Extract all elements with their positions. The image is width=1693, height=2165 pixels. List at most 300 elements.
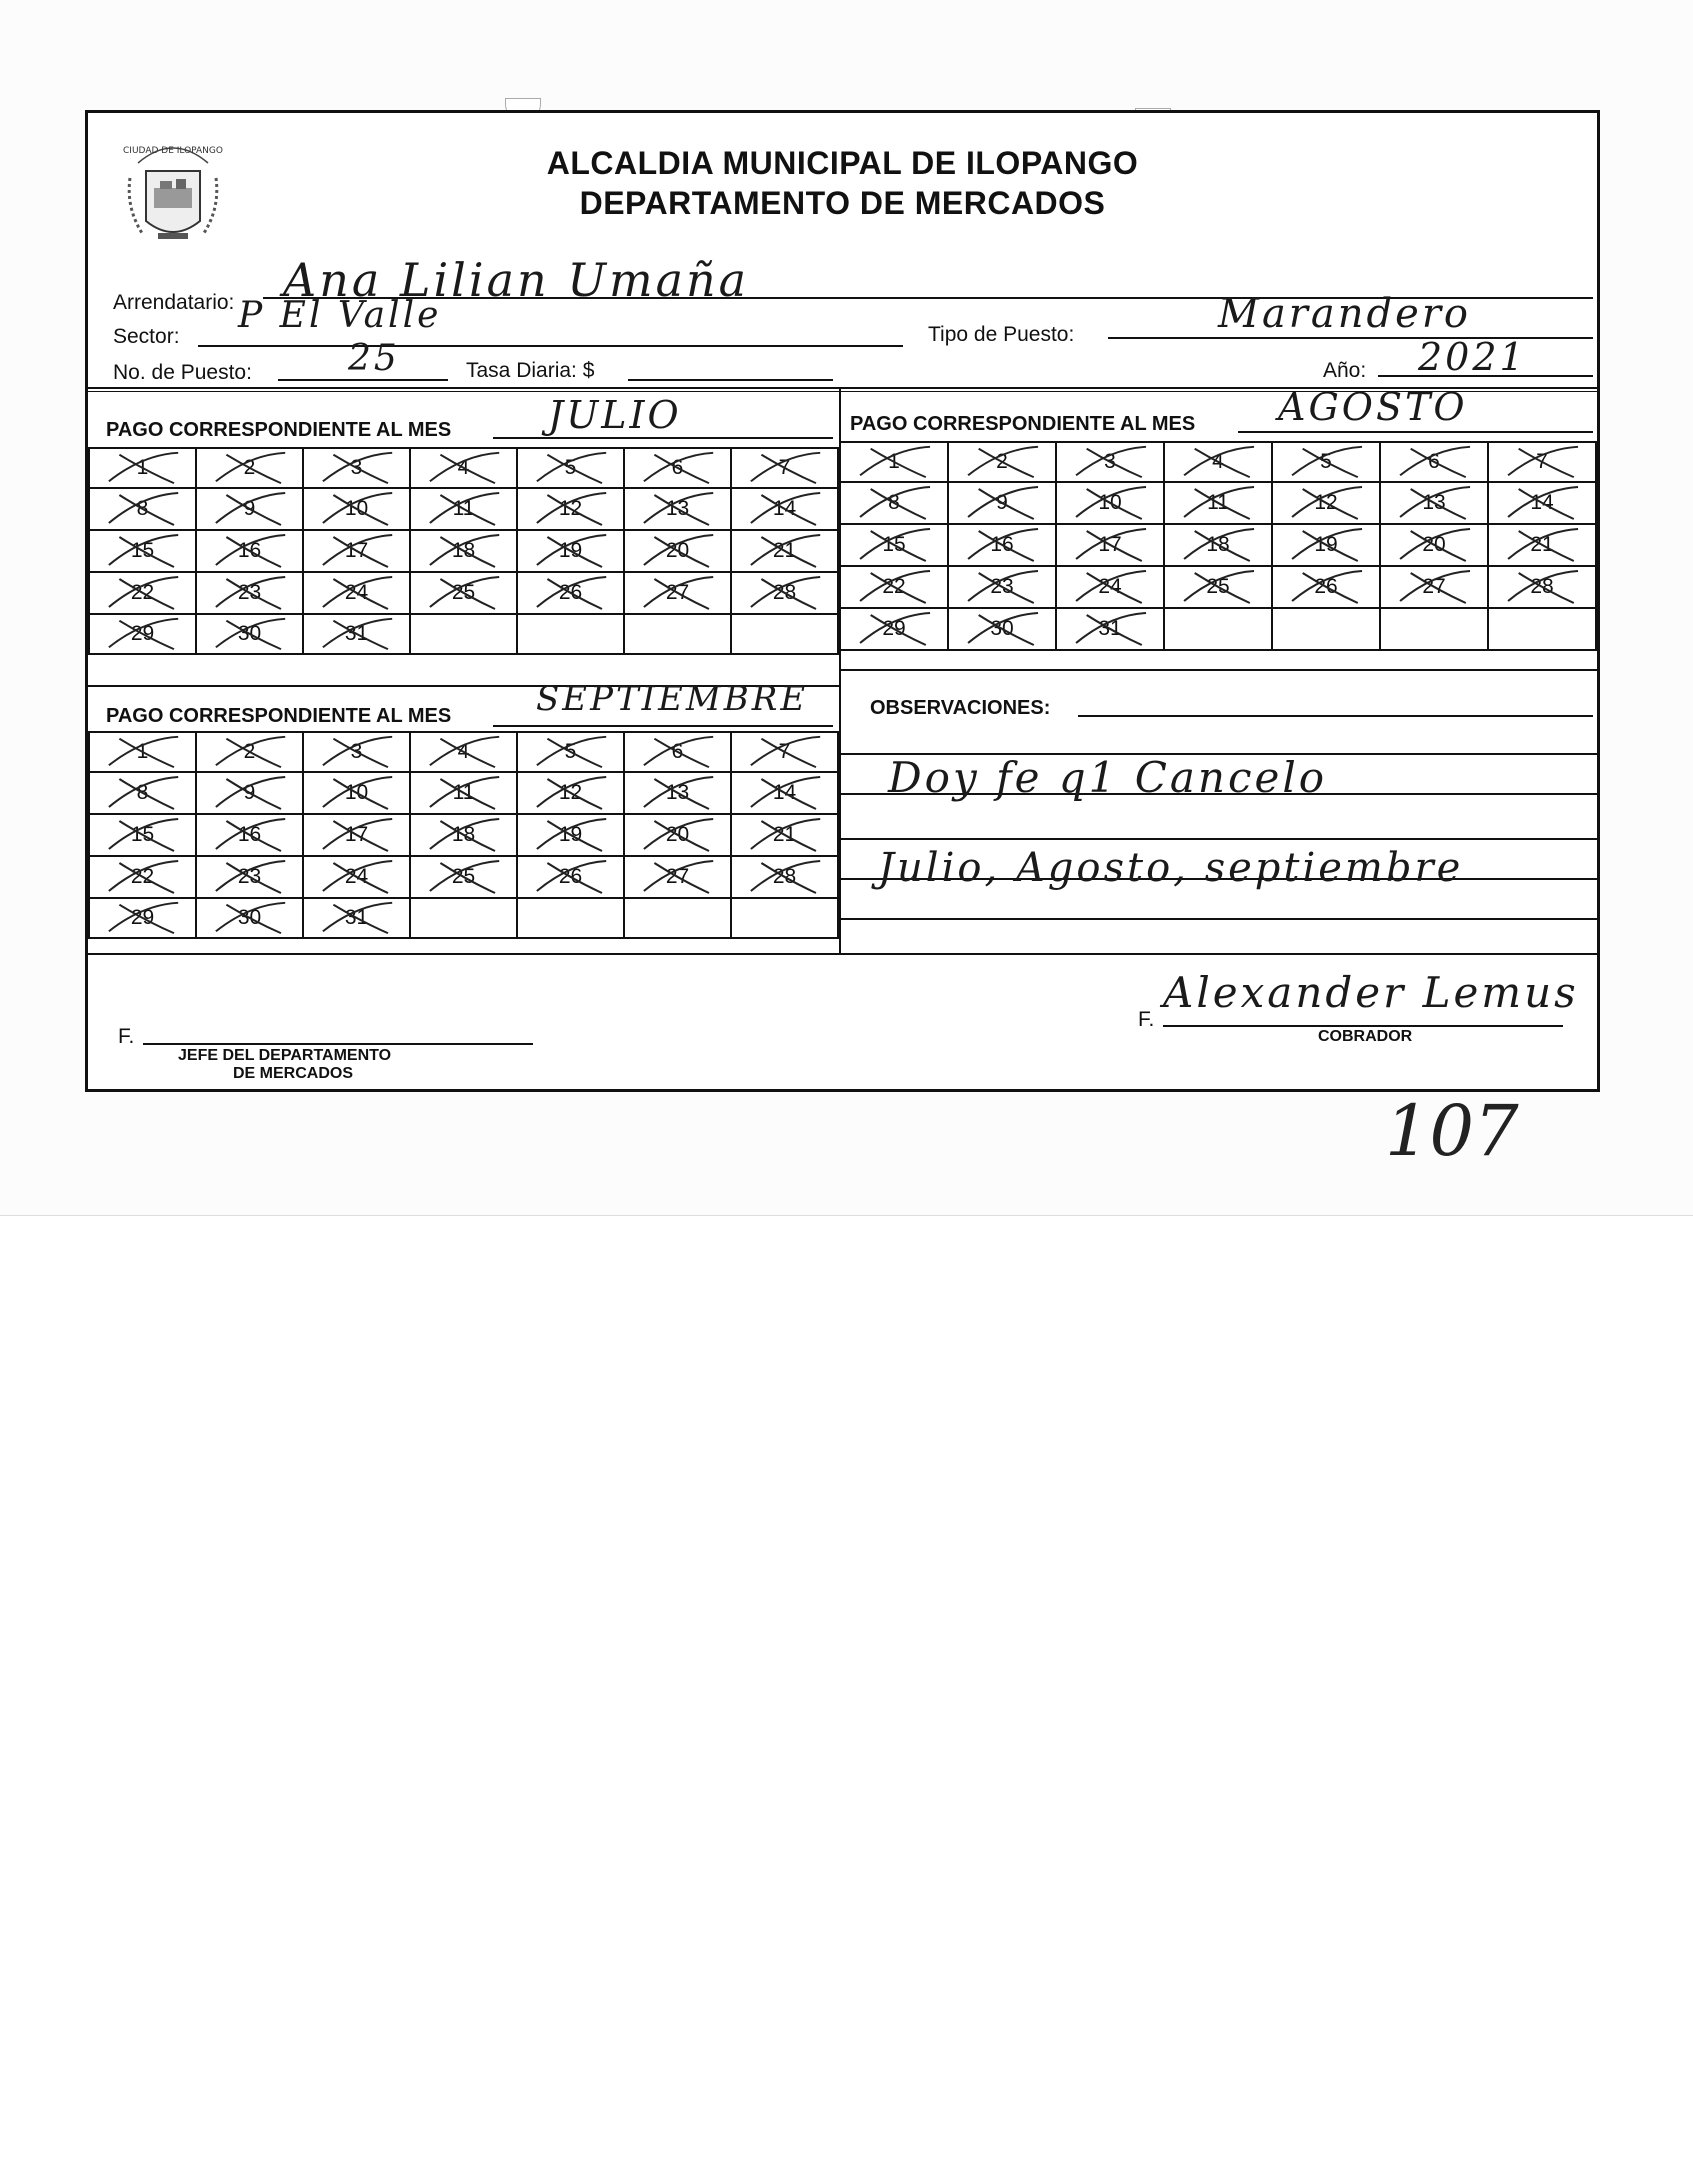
paid-cross-mark-icon xyxy=(1381,483,1487,523)
paid-cross-mark-icon xyxy=(304,449,409,487)
paid-cross-mark-icon xyxy=(304,573,409,613)
paid-cross-mark-icon xyxy=(197,857,302,897)
days-row xyxy=(89,488,838,530)
day-cell xyxy=(1272,442,1380,482)
paid-cross-mark-icon xyxy=(90,573,195,613)
paid-cross-mark-icon xyxy=(949,483,1055,523)
day-number: 3 xyxy=(1104,450,1116,473)
day-number: 27 xyxy=(1422,575,1446,598)
day-number: 18 xyxy=(451,539,476,562)
day-number: 3 xyxy=(350,740,363,763)
paid-cross-mark-icon xyxy=(1489,567,1595,607)
day-number: 30 xyxy=(237,906,262,929)
paid-cross-mark-icon xyxy=(1381,443,1487,481)
sector-value: P El Valle xyxy=(238,295,442,336)
paid-cross-mark-icon xyxy=(518,857,623,897)
signature-divider xyxy=(88,953,1597,955)
day-number: 29 xyxy=(882,617,906,640)
paid-cross-mark-icon xyxy=(197,615,302,653)
day-number: 12 xyxy=(1314,491,1338,514)
day-number: 22 xyxy=(882,575,906,598)
paid-cross-mark-icon xyxy=(1273,567,1379,607)
day-cell xyxy=(1380,524,1488,566)
day-cell xyxy=(410,572,517,614)
days-row xyxy=(840,442,1596,482)
day-number: 19 xyxy=(1314,533,1338,556)
day-number: 15 xyxy=(130,823,155,846)
payment-card xyxy=(85,110,1600,1092)
paid-cross-mark-icon xyxy=(1273,525,1379,565)
days-row xyxy=(840,524,1596,566)
day-cell xyxy=(624,772,731,814)
day-number: 28 xyxy=(772,581,797,604)
day-number: 23 xyxy=(990,575,1014,598)
paid-cross-mark-icon xyxy=(1165,525,1271,565)
day-number: 25 xyxy=(451,581,476,604)
day-cell xyxy=(89,732,196,772)
day-number: 26 xyxy=(558,865,583,888)
day-number: 30 xyxy=(237,622,262,645)
paid-cross-mark-icon xyxy=(625,573,730,613)
page-number: 107 xyxy=(1385,1090,1519,1172)
paid-cross-mark-icon xyxy=(411,733,516,771)
day-number: 25 xyxy=(451,865,476,888)
day-cell xyxy=(517,572,624,614)
paid-cross-mark-icon xyxy=(304,773,409,813)
paid-cross-mark-icon xyxy=(949,567,1055,607)
day-cell xyxy=(410,856,517,898)
day-number: 9 xyxy=(996,491,1008,514)
paid-cross-mark-icon xyxy=(732,857,837,897)
day-cell xyxy=(1056,524,1164,566)
paid-cross-mark-icon xyxy=(304,531,409,571)
paid-cross-mark-icon xyxy=(732,489,837,529)
day-number: 13 xyxy=(1422,491,1446,514)
days-grid-julio xyxy=(88,447,839,655)
paid-cross-mark-icon xyxy=(732,449,837,487)
paid-cross-mark-icon xyxy=(625,857,730,897)
observaciones-label: OBSERVACIONES: xyxy=(870,697,1051,719)
cobrador-title: COBRADOR xyxy=(1318,1028,1413,1045)
cobrador-signature-line xyxy=(1163,1025,1563,1027)
day-number: 16 xyxy=(990,533,1014,556)
day-cell xyxy=(1056,442,1164,482)
tasa-diaria-line xyxy=(628,379,833,381)
month-label-julio: PAGO CORRESPONDIENTE AL MES xyxy=(106,419,452,441)
paid-cross-mark-icon xyxy=(197,531,302,571)
day-number: 4 xyxy=(457,456,470,479)
month-value-agosto: AGOSTO xyxy=(1278,385,1468,429)
paid-cross-mark-icon xyxy=(949,525,1055,565)
day-number: 3 xyxy=(350,456,363,479)
paid-cross-mark-icon xyxy=(732,815,837,855)
day-number: 17 xyxy=(344,823,369,846)
day-number: 29 xyxy=(130,622,155,645)
puesto-value: 25 xyxy=(348,338,400,379)
day-cell xyxy=(196,856,303,898)
day-number: 1 xyxy=(888,450,900,473)
day-number: 1 xyxy=(136,456,149,479)
observaciones-text-1: Doy fe q1 Cancelo xyxy=(888,753,1328,802)
month-value-septiembre: SEPTIEMBRE xyxy=(536,679,809,719)
day-cell xyxy=(1272,566,1380,608)
paid-cross-mark-icon xyxy=(1489,443,1595,481)
day-cell xyxy=(303,814,410,856)
empty-day-cell xyxy=(410,614,517,654)
day-cell xyxy=(303,572,410,614)
day-number: 22 xyxy=(130,865,155,888)
day-cell xyxy=(89,814,196,856)
day-number: 12 xyxy=(558,497,583,520)
paid-cross-mark-icon xyxy=(625,733,730,771)
day-number: 11 xyxy=(452,497,475,520)
paid-cross-mark-icon xyxy=(411,489,516,529)
paid-cross-mark-icon xyxy=(625,489,730,529)
day-number: 8 xyxy=(888,491,900,514)
jefe-title-2: DE MERCADOS xyxy=(233,1065,354,1082)
paid-cross-mark-icon xyxy=(90,733,195,771)
day-number: 20 xyxy=(665,823,690,846)
paid-cross-mark-icon xyxy=(411,531,516,571)
day-cell xyxy=(517,772,624,814)
day-cell xyxy=(517,488,624,530)
day-cell xyxy=(196,614,303,654)
day-cell xyxy=(1380,566,1488,608)
month-divider-right xyxy=(839,669,1597,671)
paid-cross-mark-icon xyxy=(411,857,516,897)
day-cell xyxy=(89,488,196,530)
day-cell xyxy=(624,732,731,772)
day-number: 14 xyxy=(772,781,797,804)
day-cell xyxy=(624,814,731,856)
paid-cross-mark-icon xyxy=(625,449,730,487)
paid-cross-mark-icon xyxy=(518,489,623,529)
sector-label: Sector: xyxy=(113,325,180,348)
day-number: 30 xyxy=(990,617,1014,640)
day-cell xyxy=(89,614,196,654)
paid-cross-mark-icon xyxy=(732,773,837,813)
paid-cross-mark-icon xyxy=(304,489,409,529)
day-number: 6 xyxy=(671,740,684,763)
empty-day-cell xyxy=(624,898,731,938)
day-cell xyxy=(303,530,410,572)
paid-cross-mark-icon xyxy=(841,525,947,565)
paid-cross-mark-icon xyxy=(304,815,409,855)
paid-cross-mark-icon xyxy=(197,733,302,771)
day-cell xyxy=(1164,442,1272,482)
day-cell xyxy=(731,732,838,772)
paid-cross-mark-icon xyxy=(90,449,195,487)
day-cell xyxy=(303,898,410,938)
day-number: 19 xyxy=(558,539,583,562)
month-line-agosto xyxy=(1238,431,1593,433)
days-row xyxy=(89,732,838,772)
paid-cross-mark-icon xyxy=(518,573,623,613)
day-cell xyxy=(303,488,410,530)
empty-day-cell xyxy=(410,898,517,938)
day-cell xyxy=(303,772,410,814)
paid-cross-mark-icon xyxy=(90,857,195,897)
paid-cross-mark-icon xyxy=(841,443,947,481)
days-row xyxy=(89,814,838,856)
month-value-julio: JULIO xyxy=(548,393,682,437)
day-number: 26 xyxy=(558,581,583,604)
day-cell xyxy=(196,448,303,488)
paid-cross-mark-icon xyxy=(625,773,730,813)
day-number: 15 xyxy=(882,533,906,556)
anio-label: Año: xyxy=(1323,359,1367,382)
day-cell xyxy=(840,482,948,524)
day-number: 28 xyxy=(772,865,797,888)
day-cell xyxy=(948,482,1056,524)
paid-cross-mark-icon xyxy=(411,815,516,855)
days-row xyxy=(89,772,838,814)
paid-cross-mark-icon xyxy=(90,531,195,571)
paid-cross-mark-icon xyxy=(304,733,409,771)
empty-day-cell xyxy=(731,898,838,938)
paid-cross-mark-icon xyxy=(518,773,623,813)
day-cell xyxy=(89,856,196,898)
paid-cross-mark-icon xyxy=(197,773,302,813)
paid-cross-mark-icon xyxy=(732,573,837,613)
day-number: 21 xyxy=(1530,533,1554,556)
tasa-diaria-label: Tasa Diaria: $ xyxy=(466,359,595,382)
day-number: 4 xyxy=(457,740,470,763)
day-number: 18 xyxy=(451,823,476,846)
arrendatario-value: Ana Lilian Umaña xyxy=(283,253,750,307)
day-cell xyxy=(410,530,517,572)
paid-cross-mark-icon xyxy=(841,483,947,523)
day-number: 28 xyxy=(1530,575,1554,598)
day-cell xyxy=(1488,524,1596,566)
day-cell xyxy=(1164,482,1272,524)
observaciones-text-2: Julio, Agosto, septiembre xyxy=(878,845,1464,891)
day-number: 15 xyxy=(130,539,155,562)
day-number: 31 xyxy=(1098,617,1122,640)
days-grid-septiembre xyxy=(88,731,839,939)
paid-cross-mark-icon xyxy=(304,899,409,937)
day-cell xyxy=(731,488,838,530)
day-number: 21 xyxy=(772,823,797,846)
paid-cross-mark-icon xyxy=(1273,443,1379,481)
tipo-puesto-value: Marandero xyxy=(1218,291,1472,337)
days-row xyxy=(89,898,838,938)
day-number: 11 xyxy=(452,781,475,804)
day-number: 29 xyxy=(130,906,155,929)
day-cell xyxy=(840,608,948,650)
empty-day-cell xyxy=(1164,608,1272,650)
day-cell xyxy=(624,448,731,488)
day-number: 24 xyxy=(344,581,369,604)
paid-cross-mark-icon xyxy=(518,449,623,487)
paid-cross-mark-icon xyxy=(90,615,195,653)
day-cell xyxy=(196,772,303,814)
day-number: 6 xyxy=(1428,450,1440,473)
empty-day-cell xyxy=(517,614,624,654)
anio-value: 2021 xyxy=(1418,335,1527,379)
day-number: 24 xyxy=(344,865,369,888)
paid-cross-mark-icon xyxy=(841,567,947,607)
paid-cross-mark-icon xyxy=(411,573,516,613)
day-cell xyxy=(410,814,517,856)
day-cell xyxy=(1272,524,1380,566)
day-cell xyxy=(731,448,838,488)
day-number: 16 xyxy=(237,539,262,562)
arrendatario-label: Arrendatario: xyxy=(113,291,235,314)
day-number: 1 xyxy=(136,740,149,763)
anio-line xyxy=(1378,375,1593,377)
day-number: 20 xyxy=(665,539,690,562)
day-number: 18 xyxy=(1206,533,1230,556)
day-number: 10 xyxy=(344,781,369,804)
paid-cross-mark-icon xyxy=(90,899,195,937)
day-cell xyxy=(840,566,948,608)
paid-cross-mark-icon xyxy=(90,773,195,813)
month-line-septiembre xyxy=(493,725,833,727)
empty-day-cell xyxy=(517,898,624,938)
svg-text:CIUDAD DE ILOPANGO: CIUDAD DE ILOPANGO xyxy=(123,146,223,156)
day-cell xyxy=(410,772,517,814)
days-row xyxy=(840,608,1596,650)
paid-cross-mark-icon xyxy=(1489,483,1595,523)
day-cell xyxy=(89,898,196,938)
day-cell xyxy=(89,530,196,572)
day-cell xyxy=(410,732,517,772)
empty-day-cell xyxy=(624,614,731,654)
days-row xyxy=(89,448,838,488)
day-cell xyxy=(517,732,624,772)
jefe-title-1: JEFE DEL DEPARTAMENTO xyxy=(178,1047,392,1064)
day-cell xyxy=(731,572,838,614)
day-cell xyxy=(517,856,624,898)
day-cell xyxy=(731,772,838,814)
paid-cross-mark-icon xyxy=(411,449,516,487)
day-cell xyxy=(948,524,1056,566)
day-cell xyxy=(410,448,517,488)
paid-cross-mark-icon xyxy=(1057,525,1163,565)
day-number: 20 xyxy=(1422,533,1446,556)
day-number: 23 xyxy=(237,865,262,888)
day-number: 21 xyxy=(772,539,797,562)
day-number: 16 xyxy=(237,823,262,846)
day-cell xyxy=(1164,524,1272,566)
empty-day-cell xyxy=(1272,608,1380,650)
puesto-label: No. de Puesto: xyxy=(113,361,252,384)
paid-cross-mark-icon xyxy=(1165,483,1271,523)
days-grid-agosto xyxy=(839,441,1597,651)
paid-cross-mark-icon xyxy=(1165,567,1271,607)
day-number: 5 xyxy=(1320,450,1332,473)
day-number: 12 xyxy=(558,781,583,804)
days-row xyxy=(840,566,1596,608)
day-number: 10 xyxy=(344,497,369,520)
day-number: 7 xyxy=(778,740,791,763)
day-cell xyxy=(1056,608,1164,650)
month-label-septiembre: PAGO CORRESPONDIENTE AL MES xyxy=(106,705,452,727)
days-row xyxy=(89,856,838,898)
day-cell xyxy=(1272,482,1380,524)
paid-cross-mark-icon xyxy=(197,489,302,529)
day-number: 2 xyxy=(996,450,1008,473)
paid-cross-mark-icon xyxy=(625,531,730,571)
day-cell xyxy=(89,448,196,488)
header-title: ALCALDIA MUNICIPAL DE ILOPANGO xyxy=(546,145,1139,181)
day-number: 31 xyxy=(344,622,369,645)
day-cell xyxy=(731,856,838,898)
jefe-signature-line xyxy=(143,1043,533,1045)
day-number: 13 xyxy=(665,497,690,520)
day-number: 9 xyxy=(243,497,256,520)
paid-cross-mark-icon xyxy=(625,815,730,855)
paid-cross-mark-icon xyxy=(518,733,623,771)
day-cell xyxy=(840,524,948,566)
empty-day-cell xyxy=(1488,608,1596,650)
day-number: 27 xyxy=(665,581,690,604)
cobrador-signature: Alexander Lemus xyxy=(1163,968,1579,1017)
day-number: 24 xyxy=(1098,575,1122,598)
paid-cross-mark-icon xyxy=(197,573,302,613)
paid-cross-mark-icon xyxy=(1057,443,1163,481)
paid-cross-mark-icon xyxy=(1165,443,1271,481)
empty-day-cell xyxy=(731,614,838,654)
day-number: 13 xyxy=(665,781,690,804)
day-number: 17 xyxy=(1098,533,1122,556)
paid-cross-mark-icon xyxy=(732,531,837,571)
paid-cross-mark-icon xyxy=(197,449,302,487)
day-cell xyxy=(196,732,303,772)
header-subtitle: DEPARTAMENTO DE MERCADOS xyxy=(579,185,1106,221)
day-number: 19 xyxy=(558,823,583,846)
sector-line xyxy=(198,345,903,347)
day-number: 6 xyxy=(671,456,684,479)
day-cell xyxy=(840,442,948,482)
day-cell xyxy=(1380,482,1488,524)
paid-cross-mark-icon xyxy=(304,857,409,897)
day-number: 10 xyxy=(1098,491,1122,514)
day-cell xyxy=(303,732,410,772)
days-row xyxy=(89,530,838,572)
month-label-agosto: PAGO CORRESPONDIENTE AL MES xyxy=(850,413,1196,435)
paid-cross-mark-icon xyxy=(90,489,195,529)
paid-cross-mark-icon xyxy=(1057,609,1163,649)
day-number: 11 xyxy=(1207,491,1229,514)
day-number: 2 xyxy=(243,740,256,763)
days-row xyxy=(89,572,838,614)
paid-cross-mark-icon xyxy=(518,531,623,571)
day-cell xyxy=(196,572,303,614)
day-cell xyxy=(948,608,1056,650)
day-cell xyxy=(517,530,624,572)
day-cell xyxy=(517,448,624,488)
day-number: 9 xyxy=(243,781,256,804)
day-cell xyxy=(196,530,303,572)
day-cell xyxy=(624,572,731,614)
day-cell xyxy=(624,488,731,530)
paid-cross-mark-icon xyxy=(949,609,1055,649)
day-cell xyxy=(731,530,838,572)
day-number: 5 xyxy=(564,456,577,479)
days-row xyxy=(89,614,838,654)
puesto-line xyxy=(278,379,448,381)
day-number: 25 xyxy=(1206,575,1230,598)
paid-cross-mark-icon xyxy=(411,773,516,813)
paid-cross-mark-icon xyxy=(1381,525,1487,565)
day-cell xyxy=(1488,566,1596,608)
paid-cross-mark-icon xyxy=(732,733,837,771)
day-cell xyxy=(196,814,303,856)
day-number: 27 xyxy=(665,865,690,888)
day-cell xyxy=(303,614,410,654)
